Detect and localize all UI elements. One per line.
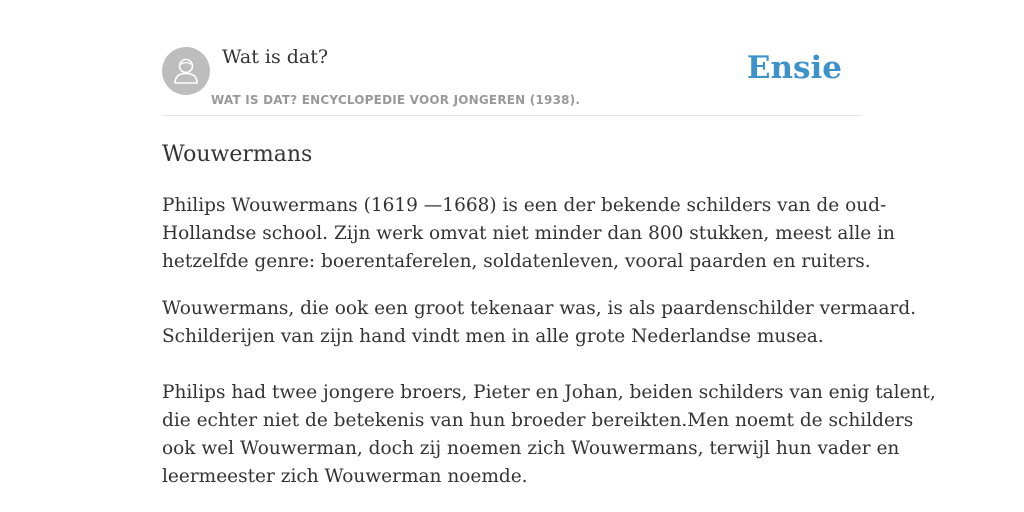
- paragraph-spacer: [162, 351, 864, 379]
- article-title: Wouwermans: [162, 142, 313, 167]
- brand-logo[interactable]: Ensie: [746, 50, 842, 86]
- source-header: [162, 44, 862, 116]
- paragraph-line: die echter niet de betekenis van hun broeder bereikten.Men noemt de schilders: [162, 410, 914, 431]
- source-title[interactable]: Wat is dat?: [222, 46, 329, 68]
- paragraph-line: Philips had twee jongere broers, Pieter en Johan, beiden schilders van enig talent,: [162, 382, 936, 403]
- paragraph-line: Philips Wouwermans (1619 —1668) is een der bekende schilders van de oud-: [162, 195, 887, 216]
- avatar[interactable]: [162, 47, 210, 95]
- paragraph-line: ook wel Wouwerman, doch zij noemen zich Wouwermans, terwijl hun vader en: [162, 438, 900, 459]
- source-subtitle[interactable]: WAT IS DAT? ENCYCLOPEDIE VOOR JONGEREN (1938).: [211, 93, 581, 107]
- paragraph-line: hetzelfde genre: boerentaferelen, soldatenleven, vooral paarden en ruiters.: [162, 251, 871, 272]
- article-content: [162, 138, 936, 491]
- article-paragraph: [162, 379, 936, 491]
- article-paragraph: [162, 192, 895, 276]
- paragraph-line: leermeester zich Wouwerman noemde.: [162, 466, 528, 487]
- paragraph-line: Wouwermans, die ook een groot tekenaar was, is als paardenschilder vermaard.: [162, 298, 917, 319]
- article-paragraph: [162, 295, 917, 351]
- paragraph-spacer: [162, 276, 864, 295]
- user-icon: [162, 47, 210, 95]
- paragraph-line: Schilderijen van zijn hand vindt men in alle grote Nederlandse musea.: [162, 326, 824, 347]
- paragraph-line: Hollandse school. Zijn werk omvat niet minder dan 800 stukken, meest alle in: [162, 223, 895, 244]
